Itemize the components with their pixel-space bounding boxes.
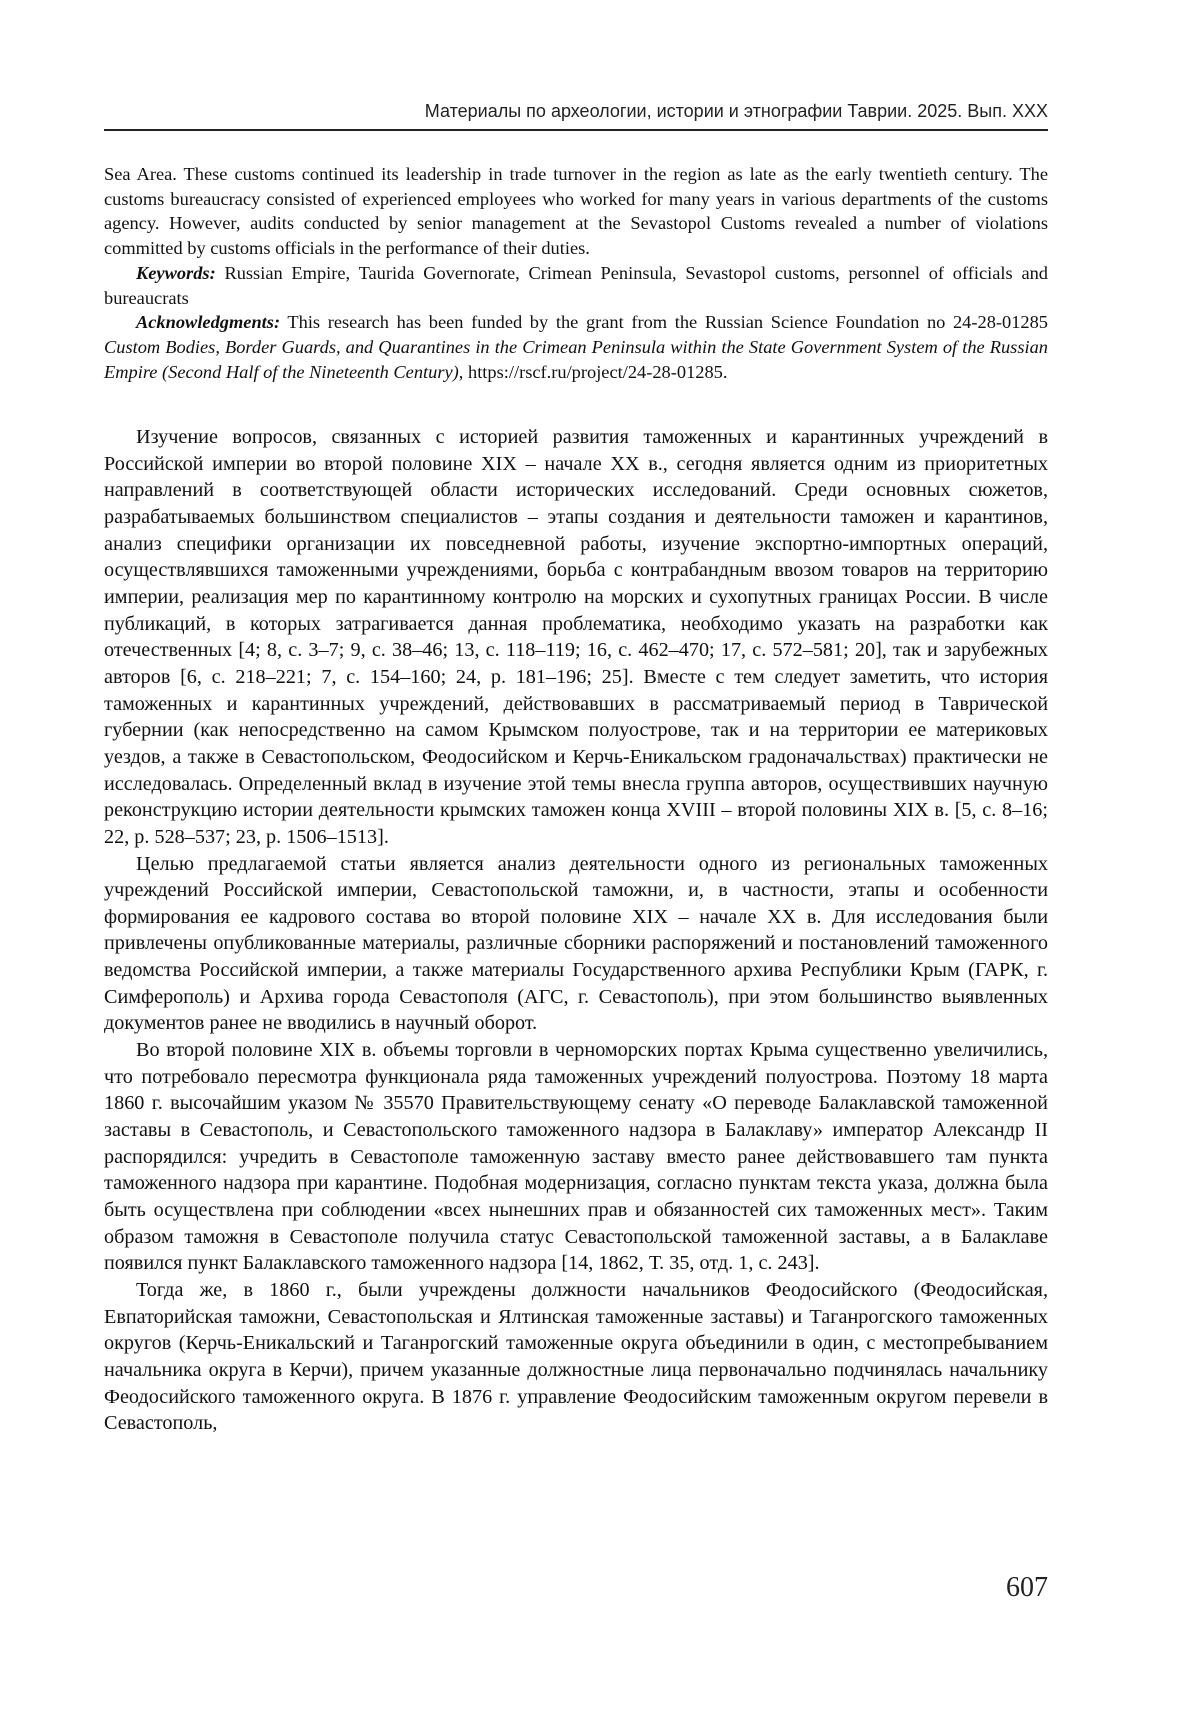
grant-url: , https://rscf.ru/project/24-28-01285. xyxy=(458,361,728,382)
grant-title: Custom Bodies, Border Guards, and Quarantines in the Crimean Peninsula within the State Government System of the Russian Empire (Second Half of the Nineteenth Century) xyxy=(104,336,1048,382)
article-body xyxy=(104,424,1048,1437)
acknowledgments-text: This research has been funded by the grant from the Russian Science Foundation no 24-28-01285 xyxy=(287,312,1048,333)
abstract-continuation: Sea Area. These customs continued its leadership in trade turnover in the region as late as the early twentieth century. The customs bureaucracy consisted of experienced employees who worked for many years in various departments of the customs agency. However, audits conducted by senior management at the Sevastopol Customs revealed a number of violations committed by customs officials in the performance of their duties. xyxy=(104,164,1048,259)
acknowledgments-label: Acknowledgments: xyxy=(136,312,281,333)
running-header: Материалы по археологии, истории и этнографии Таврии. 2025. Вып. XXX xyxy=(424,101,1048,121)
body-paragraph-4: Тогда же, в 1860 г., были учреждены должности начальников Феодосийского (Феодосийская, Евпаторийская таможни, Севастопольская и Ялтинская таможенные заставы) и Таганрогского таможенных округов (Керчь-Еникальский и Таганрогский таможенные округа объединили в один, с местопребыванием начальника округа в Керчи), причем указанные должностные лица первоначально подчинялась начальнику Феодосийского таможенного округа. В 1876 г. управление Феодосийским таможенным округом перевели в Севастополь, xyxy=(104,1279,1048,1435)
page-number: 607 xyxy=(1006,1572,1048,1603)
acknowledgments xyxy=(104,310,1048,384)
english-abstract xyxy=(104,162,1048,384)
keywords-label: Keywords: xyxy=(136,262,216,283)
keywords xyxy=(104,261,1048,310)
body-paragraph-2: Целью предлагаемой статьи является анализ деятельности одного из региональных таможенных учреждений Российской империи, Севастопольской таможни, и, в частности, этапы и особенности формирования ее кадрового состава во второй половине XIX – начале XX в. Для исследования были привлечены опубликованные материалы, различные сборники распоряжений и постановлений таможенного ведомства Российской империи, а также материалы Государственного архива Республики Крым (ГАРК, г. Симферополь) и Архива города Севастополя (АГС, г. Севастополь), при этом большинство выявленных документов ранее не вводились в научный оборот. xyxy=(104,852,1048,1035)
keywords-text: Russian Empire, Taurida Governorate, Crimean Peninsula, Sevastopol customs, personnel of officials and bureaucrats xyxy=(104,262,1048,308)
header-rule xyxy=(104,129,1048,131)
body-paragraph-3: Во второй половине XIX в. объемы торговли в черноморских портах Крыма существенно увеличились, что потребовало пересмотра функционала ряда таможенных учреждений полуострова. Поэтому 18 марта 1860 г. высочайшим указом № 35570 Правительствующему сенату «О переводе Балаклавской таможенной заставы в Севастополь, и Севастопольского таможенного надзора в Балаклаву» император Александр II распорядился: учредить в Севастополе таможенную заставу вместо ранее действовавшего там пункта таможенного надзора при карантине. Подобная модернизация, согласно пунктам текста указа, должна была быть осуществлена при соблюдении «всех нынешних прав и обязанностей сих таможенных мест». Таким образом таможня в Севастополе получила статус Севастопольской таможенной заставы, а в Балаклаве появился пункт Балаклавского таможенного надзора [14, 1862, Т. 35, отд. 1, с. 243]. xyxy=(104,1039,1048,1275)
body-paragraph-1: Изучение вопросов, связанных с историей развития таможенных и карантинных учреждений в Российской империи во второй половине XIX – начале XX в., сегодня является одним из приоритетных направлений в соответствующей области исторических исследований. Среди основных сюжетов, разрабатываемых большинством специалистов – этапы создания и деятельности таможен и карантинов, анализ специфики организации их повседневной работы, изучение экспортно-импортных операций, осуществлявшихся таможенными учреждениями, борьба с контрабандным ввозом товаров на территорию империи, реализация мер по карантинному контролю на морских и сухопутных границах России. В числе публикаций, в которых затрагивается данная проблематика, необходимо указать на разработки как отечественных [4; 8, с. 3–7; 9, с. 38–46; 13, с. 118–119; 16, с. 462–470; 17, с. 572–581; 20], так и зарубежных авторов [6, с. 218–221; 7, с. 154–160; 24, p. 181–196; 25]. Вместе с тем следует заметить, что история таможенных и карантинных учреждений, действовавших в рассматриваемый период в Таврической губернии (как непосредственно на самом Крымском полуострове, так и на территории ее материковых уездов, а также в Севастопольском, Феодосийском и Керчь-Еникальском градоначальствах) практически не исследовалась. Определенный вклад в изучение этой темы внесла группа авторов, осуществивших научную реконструкцию истории деятельности крымских таможен конца XVIII – второй половины XIX в. [5, с. 8–16; 22, p. 528–537; 23, p. 1506–1513]. xyxy=(104,426,1048,848)
